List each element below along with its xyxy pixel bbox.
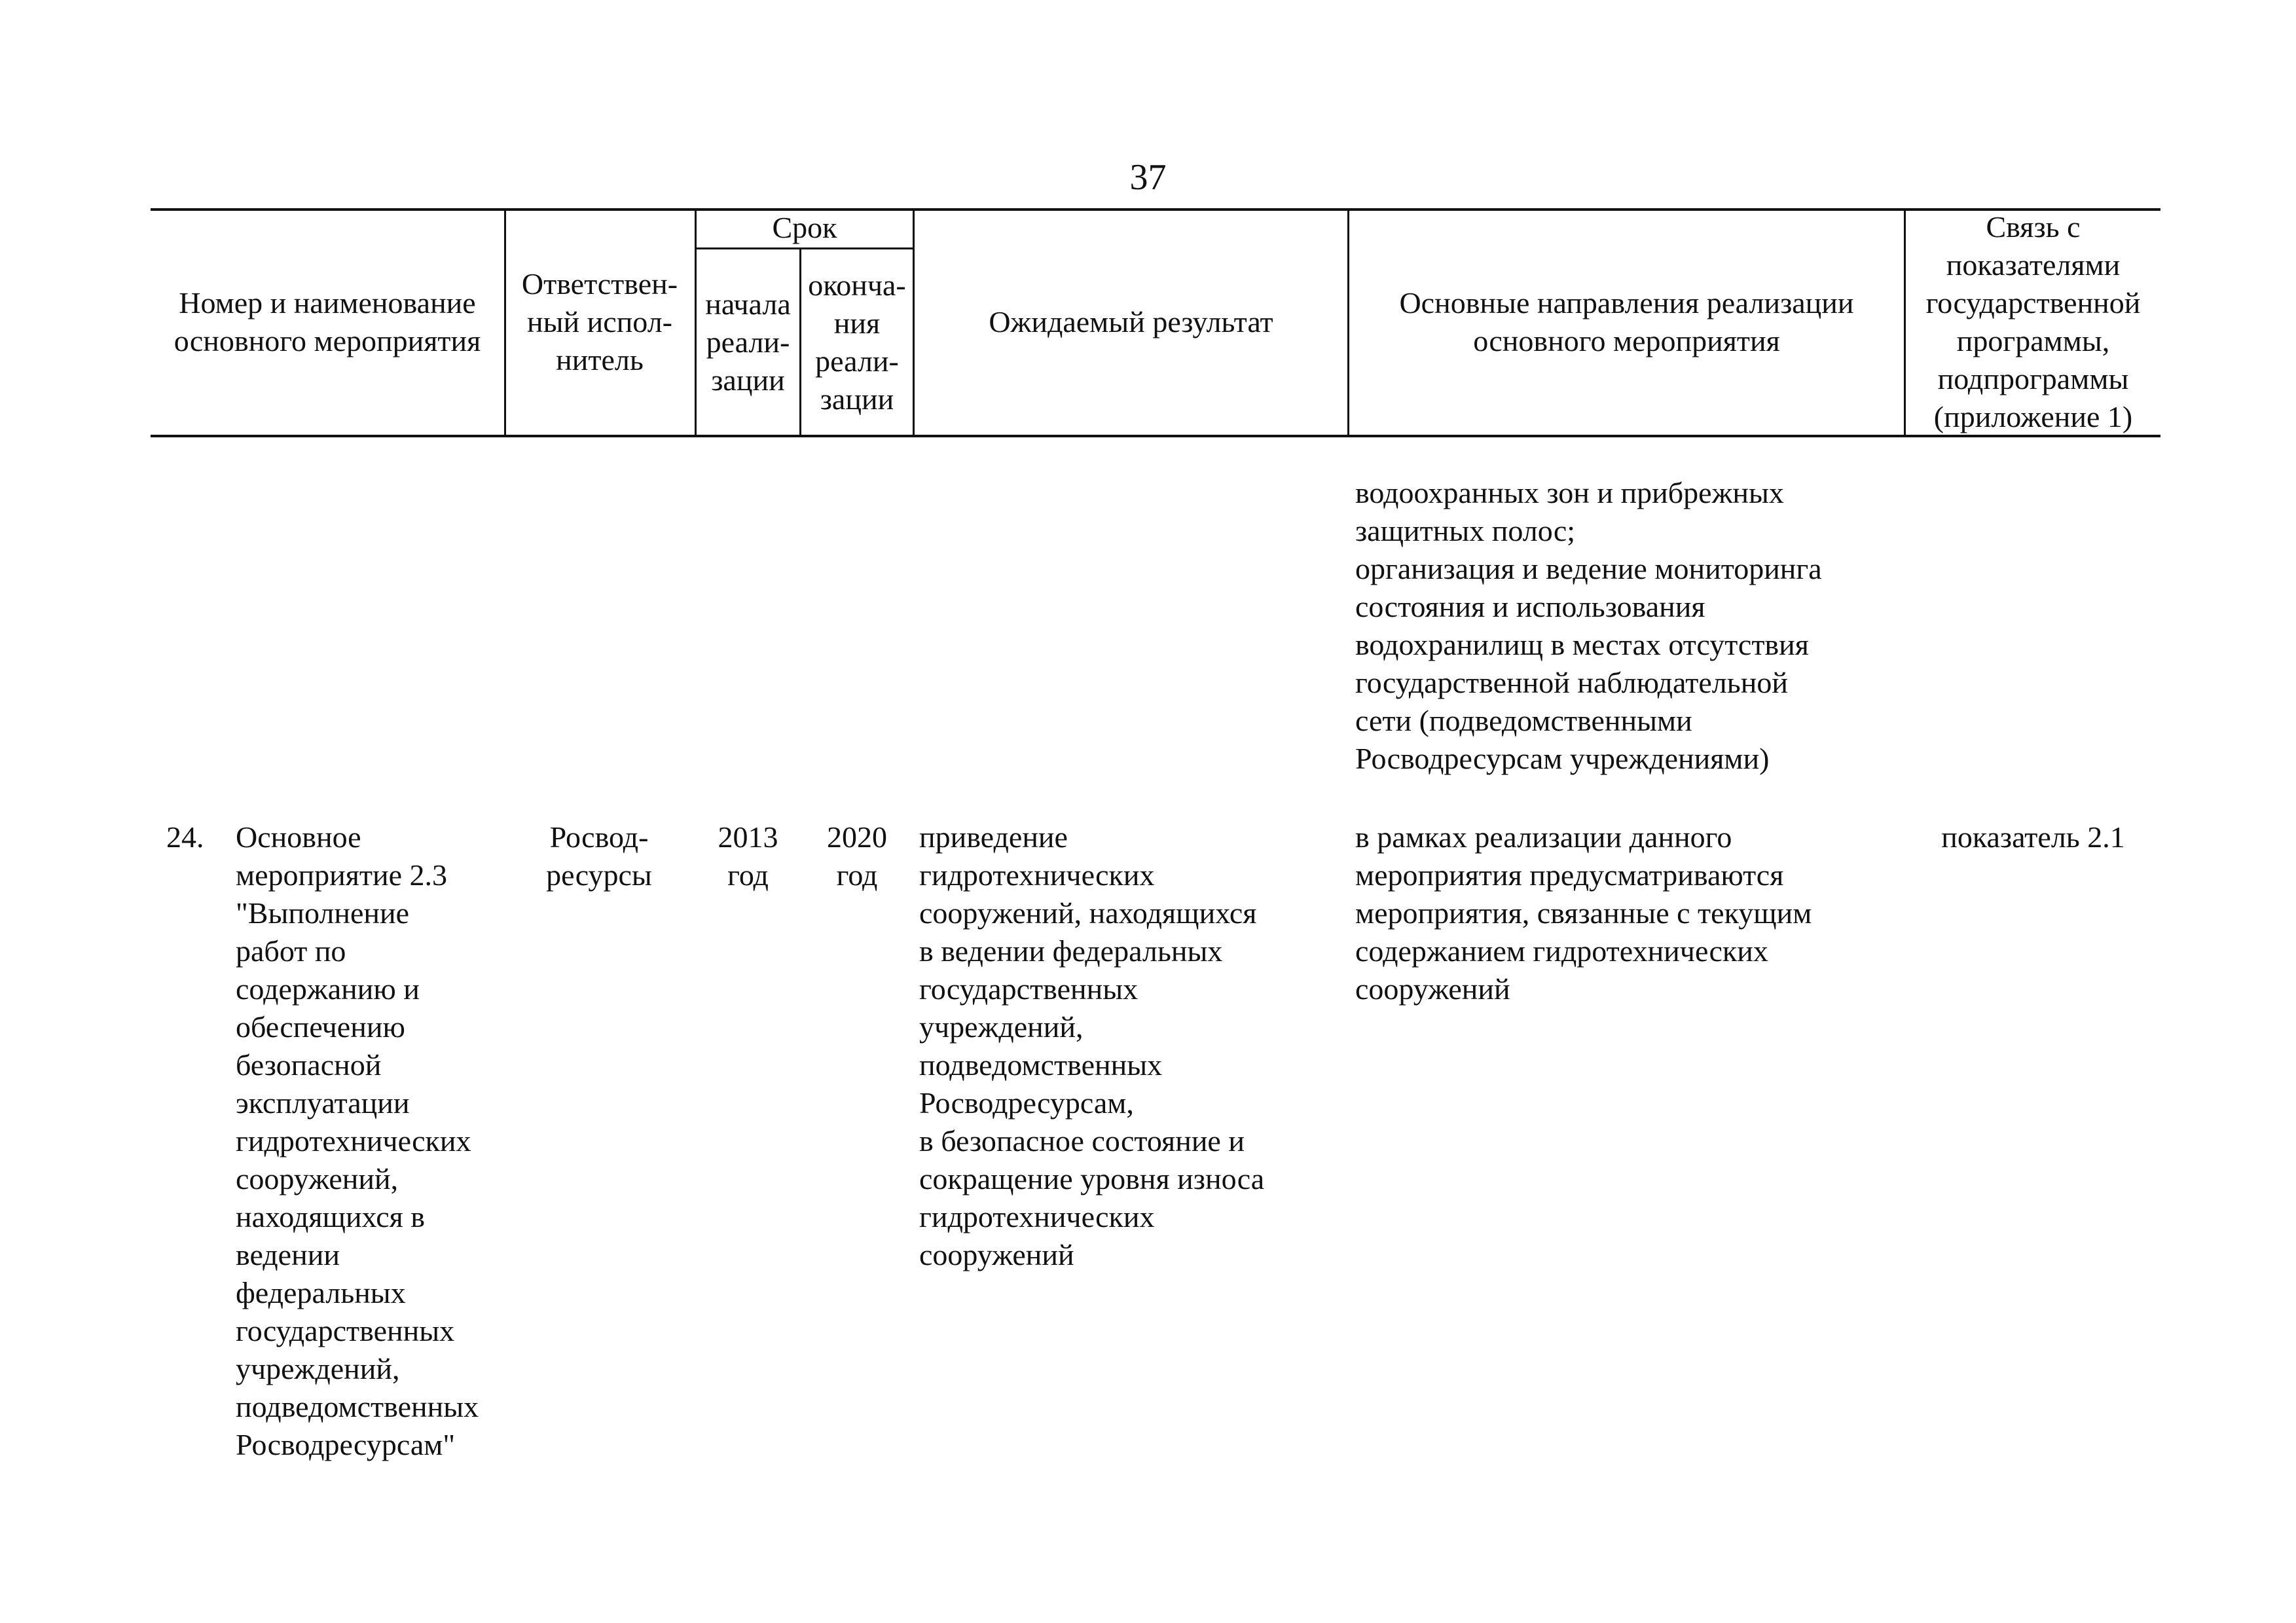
row-executor: Росвод- ресурсы <box>546 820 652 892</box>
header-bottom-border <box>151 435 2160 437</box>
row-expected-result: приведение гидротехнических сооружений, находящихся в ведении федеральных государственных учреждений, подведомственных Росводресурсам, в безопасное состояние и сокращение уровня износа гидротехнических сооружений <box>919 820 1265 1271</box>
header-directions: Основные направления реализации основного мероприятия <box>1399 286 1854 357</box>
row-end-year: 2020 год <box>827 820 887 892</box>
header-executor: Ответствен- ный испол- нитель <box>521 267 678 376</box>
continued-directions-text: водоохранных зон и прибрежных защитных полос; организация и ведение мониторинга состояния и использования водохранилищ в местах отсутствия государственной наблюдательной сети (подведомственными Росводресурсам учреждениями) <box>1355 476 1822 775</box>
header-number-name: Номер и наименование основного мероприятия <box>173 286 481 357</box>
row-indicator: показатель 2.1 <box>1941 820 2125 854</box>
row-directions: в рамках реализации данного мероприятия предусматриваются мероприятия, связанные с текущим содержанием гидротехнических сооружений <box>1355 820 1812 1006</box>
row-start-year: 2013 год <box>718 820 778 892</box>
row-number: 24. <box>166 820 204 854</box>
header-start: начала реали- зации <box>705 287 791 397</box>
header-expected-result: Ожидаемый результат <box>989 305 1273 338</box>
page-number: 37 <box>1129 157 1167 198</box>
header-end: оконча- ния реали- зации <box>808 268 906 416</box>
row-activity-name: Основное мероприятие 2.3 "Выполнение работ по содержанию и обеспечению безопасной эксплуатации гидротехнических сооружений, находящихся в ведении федеральных государственных учреждений, подведомственных Росводресурсам" <box>236 820 479 1461</box>
header-srok: Срок <box>772 211 837 244</box>
header-indicators-link: Связь с показателями государственной программы, подпрограммы (приложение 1) <box>1925 210 2141 433</box>
